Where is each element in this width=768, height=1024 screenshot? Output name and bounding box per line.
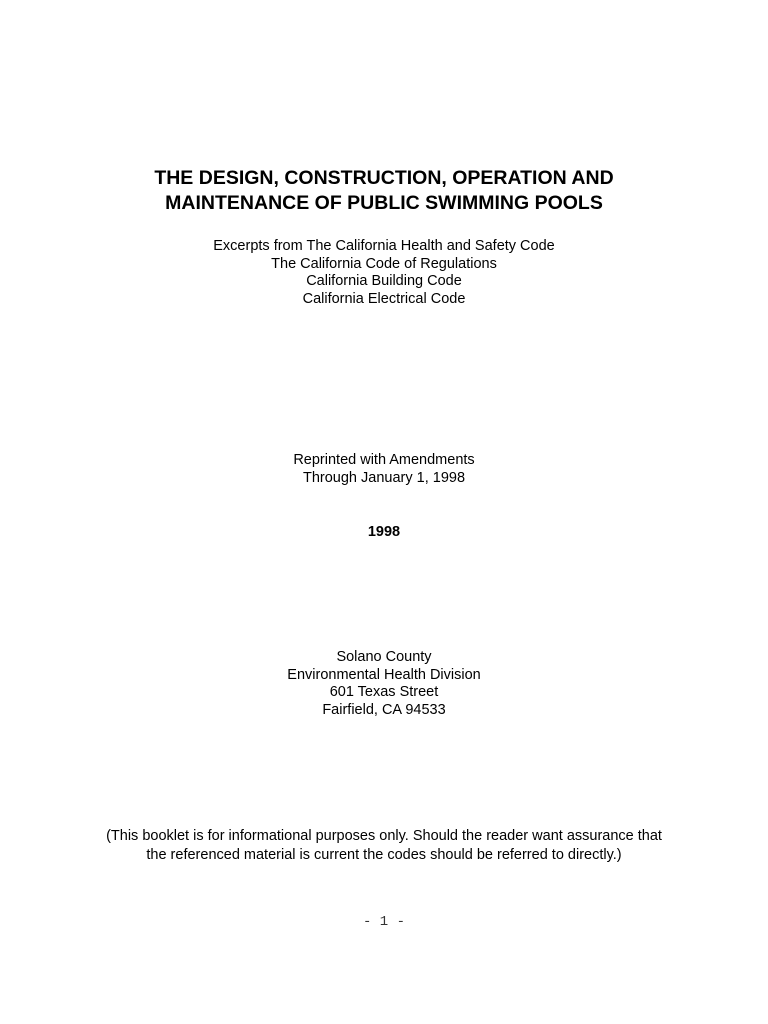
reprint-line: Through January 1, 1998 (302, 469, 466, 486)
reprint-line: Reprinted with Amendments (293, 452, 475, 468)
disclaimer (0, 827, 768, 865)
document-title (0, 166, 768, 216)
publication-year: 1998 (367, 524, 401, 540)
disclaimer-line: (This booklet is for informational purposes only. Should the reader want assurance that (106, 828, 662, 844)
excerpt-line: The California Code of Regulations (271, 255, 497, 272)
address-line: Environmental Health Division (287, 666, 481, 683)
title-line: THE DESIGN, CONSTRUCTION, OPERATION AND (154, 167, 614, 189)
address-line: Fairfield, CA 94533 (322, 701, 446, 718)
disclaimer-line: the referenced material is current the codes should be referred to directly.) (146, 847, 622, 863)
page-number: - 1 - (362, 914, 405, 930)
title-line: MAINTENANCE OF PUBLIC SWIMMING POOLS (165, 192, 603, 214)
address-line: 601 Texas Street (329, 684, 439, 700)
reprint-notice (0, 452, 768, 487)
excerpt-line: Excerpts from The California Health and Safety Code (213, 238, 555, 254)
excerpt-line: California Electrical Code (302, 290, 466, 307)
publisher-address (0, 649, 768, 719)
address-line: Solano County (336, 649, 432, 665)
excerpt-line: California Building Code (306, 273, 462, 289)
excerpt-list (0, 238, 768, 308)
